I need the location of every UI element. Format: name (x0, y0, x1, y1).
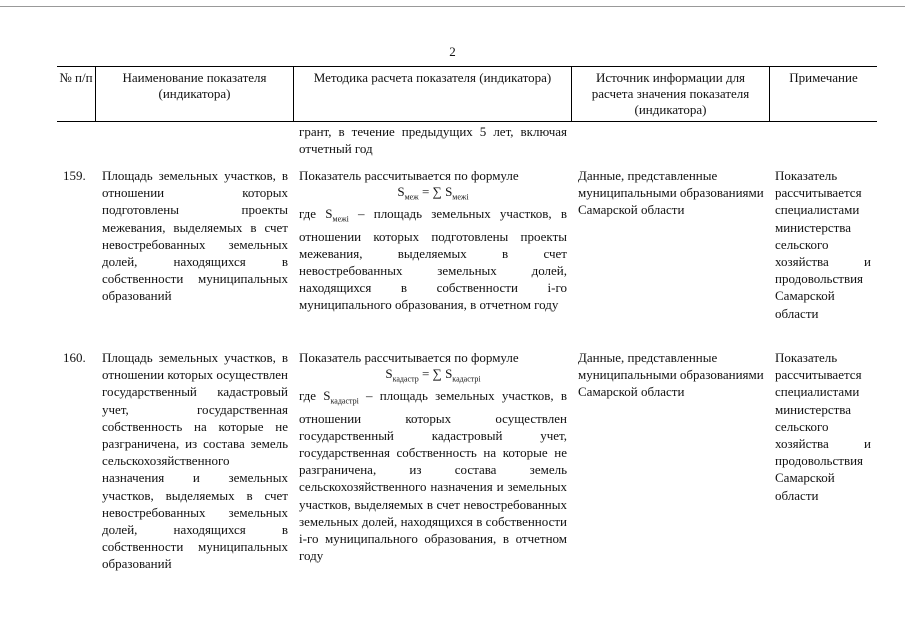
scan-edge-line (0, 6, 905, 7)
row-159-method-intro: Показатель рассчитывается по формуле (299, 168, 519, 183)
row-159-name: Площадь земельных участков, в отношении которых подготовлены проекты межевания, выделяемых в счет невостребованных земельных долей, находящихся в собственности муниципальных образований (102, 168, 288, 304)
table-header (57, 66, 877, 122)
row-160-source: Данные, представленные муниципальными образованиями Самарской области (578, 350, 764, 400)
header-note: Примечание (789, 70, 858, 85)
row-159-formula: $S_{меж}$ = ∑ $S_{межі}$ (397, 184, 469, 202)
row-160-note: Показатель рассчитывается специалистами министерства сельского хозяйства и продовольствия Самарской области (775, 350, 871, 503)
header-name: Наименование показателя (индикатора) (122, 70, 267, 101)
row-159-method (299, 167, 567, 314)
header-source: Источник информации для расчета значения показателя (индикатора) (591, 70, 750, 117)
row-160-name: Площадь земельных участков, в отношении которых осуществлен государственный кадастровый учет, государственная собственность на которые не разграничена, из состава земель сельскохозяйственного назначения и земельных участков, выделяемых в счет невостребованных земельных долей, находящихся в собственности муниципальных образований (102, 350, 289, 572)
row-160-number: 160. (63, 350, 86, 365)
row-159-note: Показатель рассчитывается специалистами министерства сельского хозяйства и продовольствия Самарской области (775, 168, 871, 321)
continuation-method: грант, в течение предыдущих 5 лет, включая отчетный год (299, 124, 567, 157)
row-160-formula: $S_{кадастр}$ = ∑ $S_{кадастрі}$ (385, 366, 481, 384)
row-159-number: 159. (63, 168, 86, 183)
row-160-method-intro: Показатель рассчитывается по формуле (299, 350, 519, 365)
row-159-method-definition: где $S_{межі}$ – площадь земельных участков, в отношении которых подготовлены проекты межевания, выделяемых в счет невостребованных земельных долей, находящихся в собственности і-го муниципального образования, в отчетном году (299, 205, 568, 313)
header-method: Методика расчета показателя (индикатора) (313, 70, 552, 85)
header-num: № п/п (59, 70, 93, 85)
row-160-method-definition: где $S_{кадастрі}$ – площадь земельных участков, в отношении которых осуществлен государственный кадастровый учет, государственная собственность на которые не разграничена, из состава земель сельскохозяйственного назначения и земельных участков, выделяемых в счет невостребованных земельных долей, находящихся в собственности і-го муниципального образования, в отчетном году (299, 387, 567, 564)
row-159-source: Данные, представленные муниципальными образованиями Самарской области (578, 168, 764, 218)
row-160-method (299, 349, 567, 564)
page-number: 2 (449, 44, 456, 59)
